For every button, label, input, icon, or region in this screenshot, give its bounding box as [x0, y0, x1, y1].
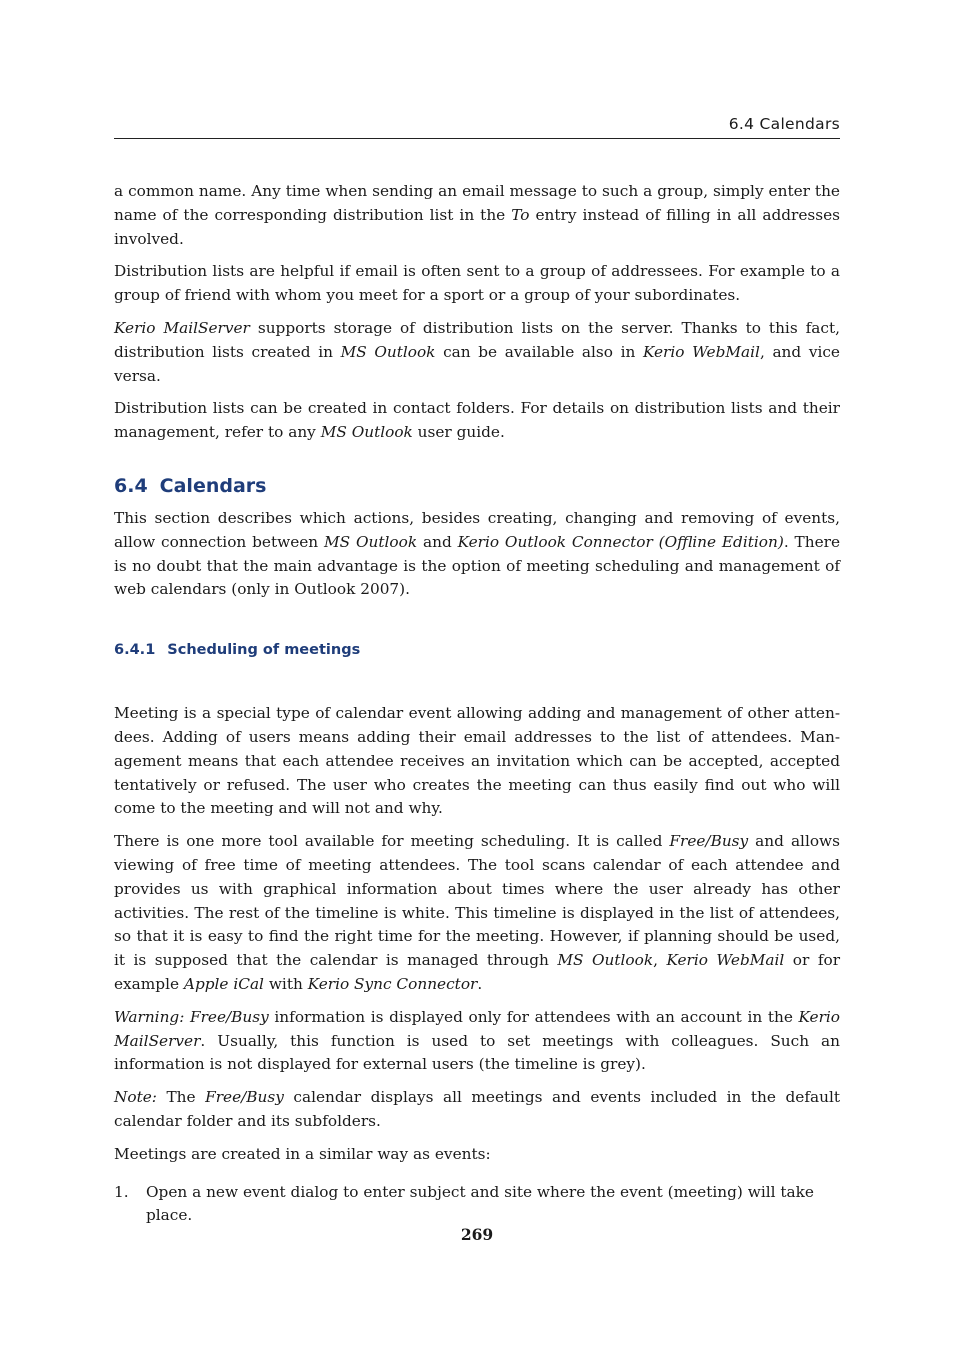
subsection-number: 6.4.1 — [114, 642, 156, 659]
intro-paragraph-3: Kerio MailServer supports storage of distribution lists on the server. Thanks to this fact, distribution lists created in MS Outlook can be available also in Kerio WebMail, and vice versa. — [114, 318, 840, 385]
section-paragraph-1: This section describes which actions, besides creating, changing and removing of events, allow connection between MS Outlook and Kerio Outlook Connector (Offline Edition). There is no doubt that the main advantage is the option of meeting scheduling and management of web calendars (only in Outlook 2007). — [114, 508, 840, 599]
intro-paragraph-1: a common name. Any time when sending an email message to such a group, simply enter the name of the corresponding distribution list in the To entry instead of filling in all addresses involved. — [114, 182, 840, 248]
subsection-paragraph-5: Meetings are created in a similar way as events: — [114, 1144, 491, 1163]
subsection-heading — [114, 640, 840, 660]
running-header-section: 6.4 Calendars — [728, 115, 840, 133]
section-heading — [114, 474, 840, 498]
section-title: Calendars — [159, 474, 267, 497]
intro-paragraph-4: Distribution lists can be created in contact folders. For details on distribution lists and their management, refer to any MS Outlook user guide. — [114, 399, 840, 442]
running-header — [114, 114, 840, 139]
list-item-marker: 1. — [114, 1182, 129, 1201]
subsection-title: Scheduling of meetings — [167, 642, 361, 659]
list-item-text: Open a new event dialog to enter subject and site where the event (meeting) will take place. — [146, 1182, 814, 1225]
subsection-paragraph-2: There is one more tool available for meeting scheduling. It is called Free/Busy and allows viewing of free time of meeting attendees. The tool scans calendar of each attendee and provides us with graphical information about times where the user already has other activities. The rest of the timeline is white. This timeline is displayed in the list of attendees, so that it is easy to find the right time for the meeting. However, if planning should be used, it is supposed that the calendar is managed through MS Outlook, Kerio WebMail or for example Apple iCal with Kerio Sync Connector. — [114, 832, 841, 993]
steps-list — [114, 1181, 840, 1229]
list-item — [114, 1181, 840, 1229]
subsection-paragraph-1: Meeting is a special type of calendar event allowing adding and management of other attendees. Adding of users means adding their email addresses to the list of attendees. Management means that each attendee receives an invitation which can be accepted, accepted tentatively or refused. The user who creates the meeting can thus easily find out who will come to the meeting and will not and why. — [114, 704, 840, 818]
intro-paragraph-2: Distribution lists are helpful if email is often sent to a group of addressees. For example to a group of friend with whom you meet for a sport or a group of your subordinates. — [114, 262, 840, 305]
subsection-paragraph-3: Warning: Free/Busy information is displayed only for attendees with an account in the Kerio MailServer. Usually, this function is used to set meetings with colleagues. Such an information is not displayed for external users (the timeline is grey). — [114, 1007, 841, 1074]
section-number: 6.4 — [114, 474, 148, 497]
subsection-paragraph-4: Note: The Free/Busy calendar displays all meetings and events included in the default calendar folder and its subfolders. — [114, 1088, 840, 1130]
page-number: 269 — [460, 1225, 494, 1244]
page-content — [114, 180, 840, 1228]
